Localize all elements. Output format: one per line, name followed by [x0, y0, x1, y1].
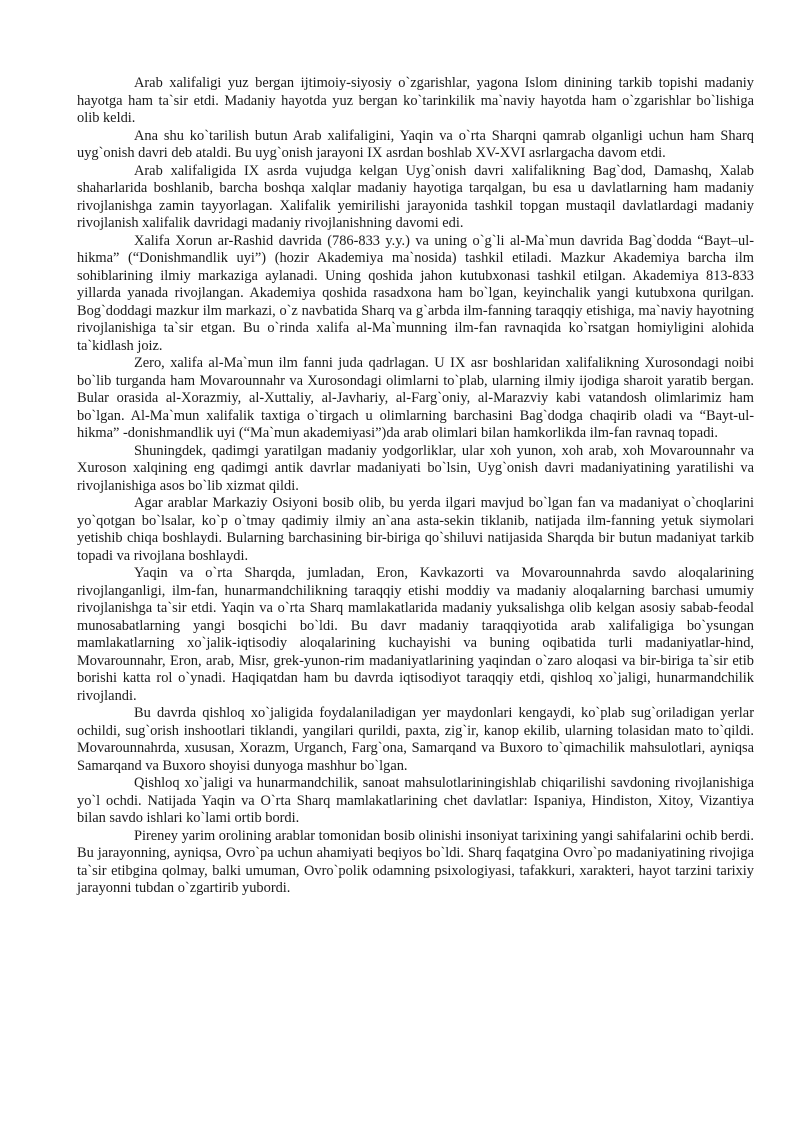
- paragraph-9: Bu davrda qishloq xo`jaligida foydalaniladigan yer maydonlari kengaydi, ko`plab sug`oriladigan yerlar ochildi, sug`orish inshootlari tiklandi, yangilari qurildi, paxta, zig`ir, kanop ekilib, ularning tolasidan mato to`qildi. Movarounnahrda, xususan, Xorazm, Urganch, Farg`ona, Samarqand va Buxoro to`qimachilik mahsulotlari, ayniqsa Samarqand va Buxoro shoyisi dunyoga mashhur bo`lgan.: [77, 705, 754, 774]
- paragraph-8: Yaqin va o`rta Sharqda, jumladan, Eron, Kavkazorti va Movarounnahrda savdo aloqalarining rivojlanganligi, ilm-fan, hunarmandchilikning taraqqiy etishi moddiy va madaniy aloqalarning barchasi umumiy rivojlanishga ta`sir etdi. Yaqin va o`rta Sharq mamlakatlarida madaniy yuksalishga olib kelgan asosiy sabab-feodal munosabatlarning yangi bosqichi bo`ldi. Bu davr madaniy taraqqiyotida arab xalifaligiga bo`ysungan mamlakatlarning xo`jalik-iqtisodiy aloqalarining kuchayishi va buning oqibatida turli madaniyatlar-hind, Movarounnahr, Eron, arab, Misr, grek-yunon-rim madaniyatlarining yaqindan o`zaro aloqasi va bir-biriga ta`sir etib borishi katta rol o`ynadi. Haqiqatdan ham bu davrda iqtisodiyot taraqqiy etdi, qishloq xo`jaligi, hunarmandchilik rivojlandi.: [77, 565, 754, 704]
- paragraph-11: Pireney yarim orolining arablar tomonidan bosib olinishi insoniyat tarixining yangi sahifalarini ochib berdi. Bu jarayonning, ayniqsa, Ovro`pa uchun ahamiyati beqiyos bo`ldi. Sharq faqatgina Ovro`po madaniyatining rivojiga ta`sir etibgina qolmay, balki umuman, Ovro`polik odamning psixologiyasi, tafakkuri, xarakteri, hayot tarzini tarixiy jarayonni tubdan o`zgartirib yubordi.: [77, 827, 754, 896]
- paragraph-1: Arab xalifaligi yuz bergan ijtimoiy-siyosiy o`zgarishlar, yagona Islom dinining tarkib topishi madaniy hayotga ham ta`sir etdi. Madaniy hayotda yuz bergan ko`tarinkilik ma`naviy hayotda ham o`zgarishlar bo`lishiga olib keldi.: [77, 75, 754, 126]
- paragraph-4: Xalifa Xorun ar-Rashid davrida (786-833 y.y.) va uning o`g`li al-Ma`mun davrida Bag`dodda “Bayt–ul-hikma” (“Donishmandlik uyi”) (hozir Akademiya ma`nosida) tashkil etiladi. Mazkur Akademiya barcha ilm sohiblarining ilmiy markaziga aylanadi. Uning qoshida jahon kutubxonasi tashkil etilgan. Akademiya 813-833 yillarda yanada rivojlangan. Akademiya qoshida rasadxona ham bo`lgan, keyinchalik yangi kutubxona qurilgan. Bog`doddagi mazkur ilm markazi, o`z navbatida Sharq va g`arbda ilm-fanning taraqqiy etishiga, ma`naviy hayotning rivojlanishiga ta`sir etgan. Bu o`rinda xalifa al-Ma`munning ilm-fan ravnaqida ko`rsatgan homiyligini alohida ta`kidlash joiz.: [77, 232, 754, 354]
- paragraph-3: Arab xalifaligida IX asrda vujudga kelgan Uyg`onish davri xalifalikning Bag`dod, Damashq, Xalab shaharlarida boshlanib, barcha boshqa xalqlar madaniy hayotiga tarqalgan, bu esa u davlatlarning ham madaniy rivojlanishga zamin tayyorlagan. Xalifalik yemirilishi jarayonida tashkil topgan mustaqil davlatlardagi madaniy rivojlanish xalifalik davridagi madaniy rivojlanishning davomi edi.: [77, 162, 754, 231]
- paragraph-10: Qishloq xo`jaligi va hunarmandchilik, sanoat mahsulotlariningishlab chiqarilishi savdoning rivojlanishiga yo`l ochdi. Natijada Yaqin va O`rta Sharq mamlakatlarining chet davlatlar: Ispaniya, Hindiston, Xitoy, Vizantiya bilan savdo ishlari ko`lami ortib bordi.: [77, 775, 754, 826]
- paragraph-6: Shuningdek, qadimgi yaratilgan madaniy yodgorliklar, ular xoh yunon, xoh arab, xoh Movarounnahr va Xuroson xalqining eng qadimgi antik davrlar madaniyati bo`lsin, Uyg`onish davri madaniyatining yaratilishi va rivojlanishiga asos bo`lib xizmat qildi.: [77, 442, 754, 494]
- paragraph-7: Agar arablar Markaziy Osiyoni bosib olib, bu yerda ilgari mavjud bo`lgan fan va madaniyat o`choqlarini yo`qotgan bo`lsalar, ko`p o`tmay qadimiy ilmiy an`ana asta-sekin tiklanib, natijada ilm-fanning yetuk siymolari yetishib chiqa boshlaydi. Bularning barchasining bir-biriga qo`shiluvi natijasida Sharqda bir butun madaniyat tarkib topadi va rivojlana boshlaydi.: [77, 495, 754, 564]
- paragraph-5: Zero, xalifa al-Ma`mun ilm fanni juda qadrlagan. U IX asr boshlaridan xalifalikning Xurosondagi noibi bo`lib turganda ham Movarounnahr va Xurosondagi olimlarni to`plab, ularning ilmiy ijodiga sharoit yaratib bergan. Bular orasida al-Xorazmiy, al-Xuttaliy, al-Javhariy, al-Farg`oniy, al-Marazviy kabi vatandosh olimlarimiz ham bo`lgan. Al-Ma`mun xalifalik taxtiga o`tirgach u olimlarning barchasini Bag`dodga chaqirib oladi va “Bayt-ul-hikma” -donishmandlik uyi (“Ma`mun akademiyasi”)da arab olimlari bilan hamkorlikda ilm-fan ravnaq topadi.: [77, 355, 754, 441]
- document-page: [77, 75, 754, 898]
- paragraph-2: Ana shu ko`tarilish butun Arab xalifaligini, Yaqin va o`rta Sharqni qamrab olganligi uchun ham Sharq uyg`onish davri deb ataldi. Bu uyg`onish jarayoni IX asrdan boshlab XV-XVI asrlargacha davom etdi.: [77, 127, 754, 161]
